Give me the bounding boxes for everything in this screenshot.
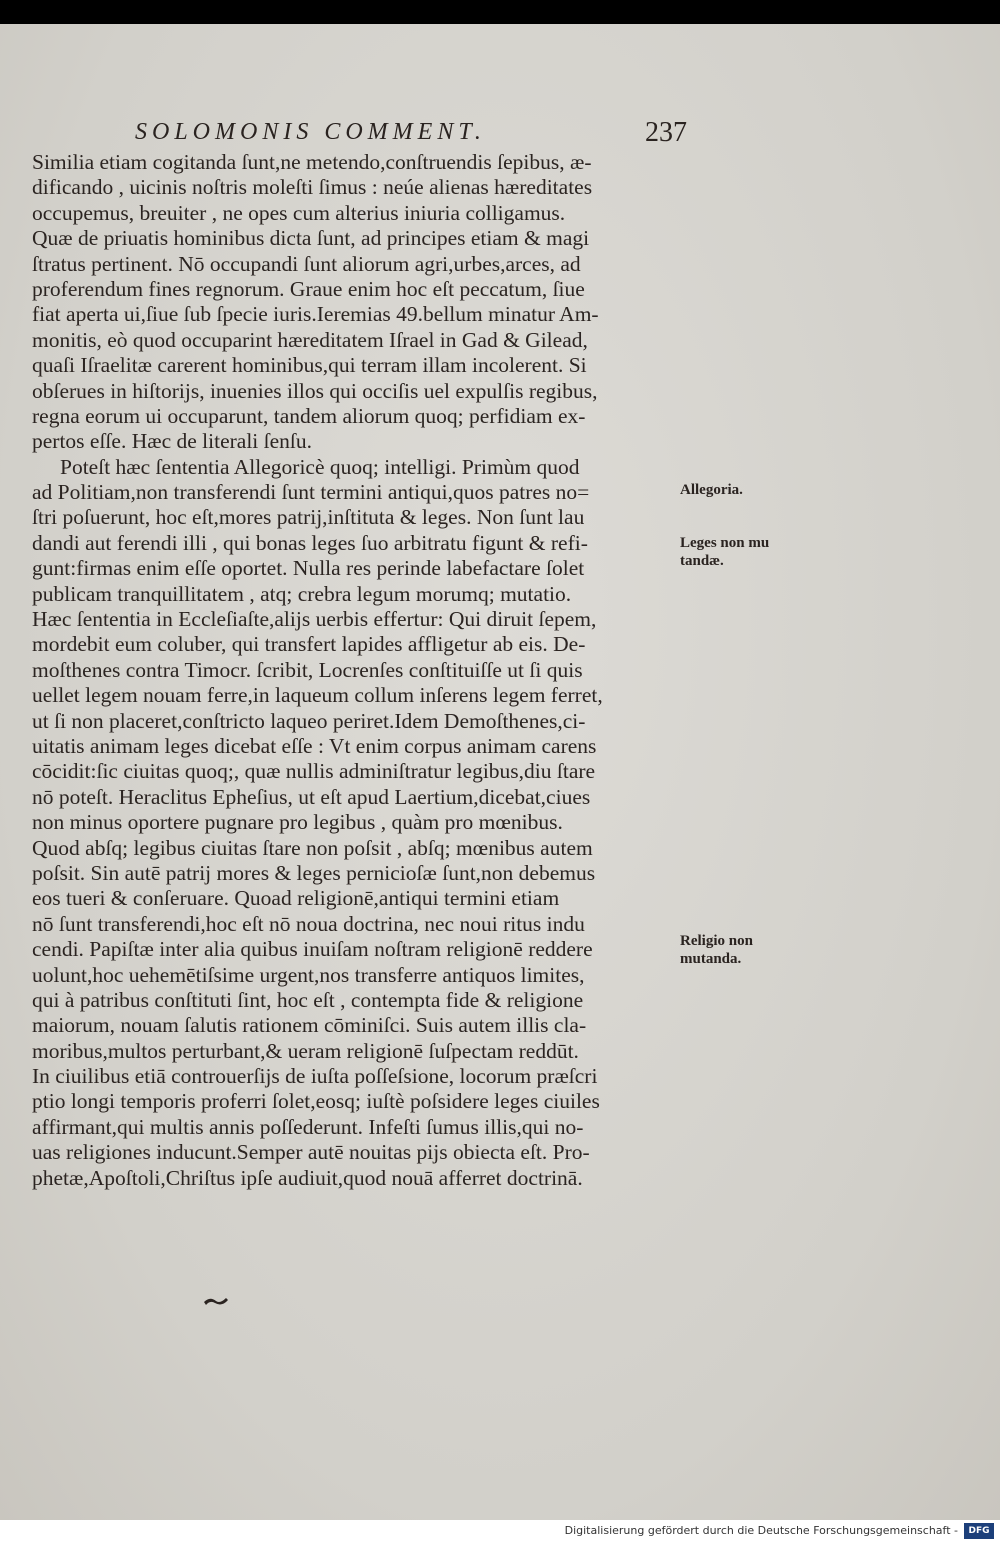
text-line: quaſi Iſraelitæ carerent hominibus,qui terram illam incolerent. Si bbox=[32, 353, 587, 378]
text-line: Poteſt hæc ſententia Allegoricè quoq; intelligi. Primùm quod bbox=[60, 454, 580, 479]
body-text bbox=[32, 150, 680, 1191]
text-line: regna eorum ui occuparunt, tandem aliorum quoq; perfidiam ex- bbox=[32, 403, 586, 428]
text-line: fiat aperta ui,ſiue ſub ſpecie iuris.Ieremias 49.bellum minatur Am- bbox=[32, 302, 599, 327]
text-line: pertos eſſe. Hæc de literali ſenſu. bbox=[32, 429, 313, 454]
text-line: ptio longi temporis proferri ſolet,eosq; iuſtè poſsidere leges ciuiles bbox=[32, 1089, 600, 1114]
footer-credit: Digitalisierung gefördert durch die Deutsche Forschungsgemeinschaft - bbox=[564, 1524, 958, 1537]
text-line: non minus oportere pugnare pro legibus , quàm pro mœnibus. bbox=[32, 810, 563, 835]
text-line: cōcidit:ſic ciuitas quoq;, quæ nullis adminiſtratur legibus,diu ſtare bbox=[32, 759, 596, 784]
text-line: In ciuilibus etiā controuerſijs de iuſta poſſeſsione, locorum præſcri bbox=[32, 1064, 598, 1089]
text-line: ſtri poſuerunt, hoc eſt,mores patrij,inſtituta & leges. Non ſunt lau bbox=[32, 505, 585, 530]
text-line: maiorum, nouam ſalutis rationem cōminiſci. Suis autem illis cla- bbox=[32, 1013, 587, 1038]
page-number: 237 bbox=[645, 117, 687, 148]
text-line: Similia etiam cogitanda ſunt,ne metendo,conſtruendis ſepibus, æ- bbox=[32, 150, 592, 174]
margin-note-leges: Leges non mu tandæ. bbox=[680, 535, 770, 569]
text-line: uellet legem nouam ferre,in laqueum collum inſerens legem ferret, bbox=[32, 683, 603, 708]
text-line: cendi. Papiſtæ inter alia quibus inuiſam noſtram religionē reddere bbox=[32, 937, 593, 962]
text-line: dandi aut ferendi illi , qui bonas leges ſuo arbitratu figunt & refi- bbox=[32, 530, 588, 555]
text-line: moſthenes contra Timocr. ſcribit, Locrenſes conſtituiſſe ut ſi quis bbox=[32, 657, 583, 682]
dfg-logo: DFG bbox=[964, 1523, 994, 1539]
margin-note-religio: Religio non mutanda. bbox=[680, 933, 753, 967]
text-line: publicam tranquillitatem , atq; crebra legum morumq; mutatio. bbox=[32, 581, 572, 606]
text-line: obſerues in hiſtorijs, inuenies illos qui occiſis uel expulſis regibus, bbox=[32, 378, 598, 403]
text-line: ſtratus pertinent. Nō occupandi ſunt aliorum agri,urbes,arces, ad bbox=[32, 251, 581, 276]
text-line: Hæc ſententia in Eccleſiaſte,alijs uerbis effertur: Qui diruit ſepem, bbox=[32, 607, 597, 632]
text-line: dificando , uicinis noſtris moleſti ſimus : neúe alienas hæreditates bbox=[32, 175, 593, 200]
text-line: nō poteſt. Heraclitus Epheſius, ut eſt apud Laertium,dicebat,ciues bbox=[32, 784, 591, 809]
text-line: gunt:firmas enim eſſe oportet. Nulla res perinde labefactare ſolet bbox=[32, 556, 585, 581]
ornament-icon bbox=[202, 1294, 230, 1308]
text-line: uitatis animam leges dicebat eſſe : Vt enim corpus animam carens bbox=[32, 733, 597, 758]
text-line: poſsit. Sin autē patrij mores & leges pernicioſæ ſunt,non debemus bbox=[32, 860, 596, 885]
margin-note-allegoria: Allegoria. bbox=[680, 482, 743, 498]
text-line: nō ſunt transferendi,hoc eſt nō noua doctrina, nec noui ritus indu bbox=[32, 911, 585, 936]
footer-bar bbox=[0, 1520, 1000, 1543]
page-header bbox=[135, 117, 695, 153]
text-line: Quæ de priuatis hominibus dicta ſunt, ad principes etiam & magi bbox=[32, 226, 590, 251]
text-line: mordebit eum coluber, qui transfert lapides affligetur ab eis. De- bbox=[32, 632, 586, 657]
text-line: qui à patribus conſtituti ſint, hoc eſt , contempta fide & religione bbox=[32, 987, 584, 1012]
text-line: moribus,multos perturbant,& ueram religionē ſuſpectam reddūt. bbox=[32, 1038, 579, 1063]
text-line: uolunt,hoc uehemētiſsime urgent,nos transferre antiquos limites, bbox=[32, 962, 585, 987]
text-line: eos tueri & conſeruare. Quoad religionē,antiqui termini etiam bbox=[32, 886, 560, 911]
text-line: ad Politiam,non transferendi ſunt termini antiqui,quos patres no= bbox=[32, 480, 590, 505]
text-line: occupemus, breuiter , ne opes cum alterius iniuria colligamus. bbox=[32, 200, 566, 225]
text-line: phetæ,Apoſtoli,Chriſtus ipſe audiuit,quod nouā afferret doctrinā. bbox=[32, 1165, 583, 1190]
text-line: uas religiones inducunt.Semper autē nouitas pijs obiecta eſt. Pro- bbox=[32, 1140, 590, 1165]
text-line: affirmant,qui multis annis poſſederunt. Infeſti ſumus illis,qui no- bbox=[32, 1114, 584, 1139]
text-line: monitis, eò quod occuparint hæreditatem Iſrael in Gad & Gilead, bbox=[32, 327, 588, 352]
running-title: SOLOMONIS COMMENT. bbox=[135, 119, 486, 145]
text-line: Quod abſq; legibus ciuitas ſtare non poſsit , abſq; mœnibus autem bbox=[32, 835, 593, 860]
text-line: ut ſi non placeret,conſtricto laqueo periret.Idem Demoſthenes,ci- bbox=[32, 708, 586, 733]
text-line: proferendum fines regnorum. Graue enim hoc eſt peccatum, ſiue bbox=[32, 276, 585, 301]
